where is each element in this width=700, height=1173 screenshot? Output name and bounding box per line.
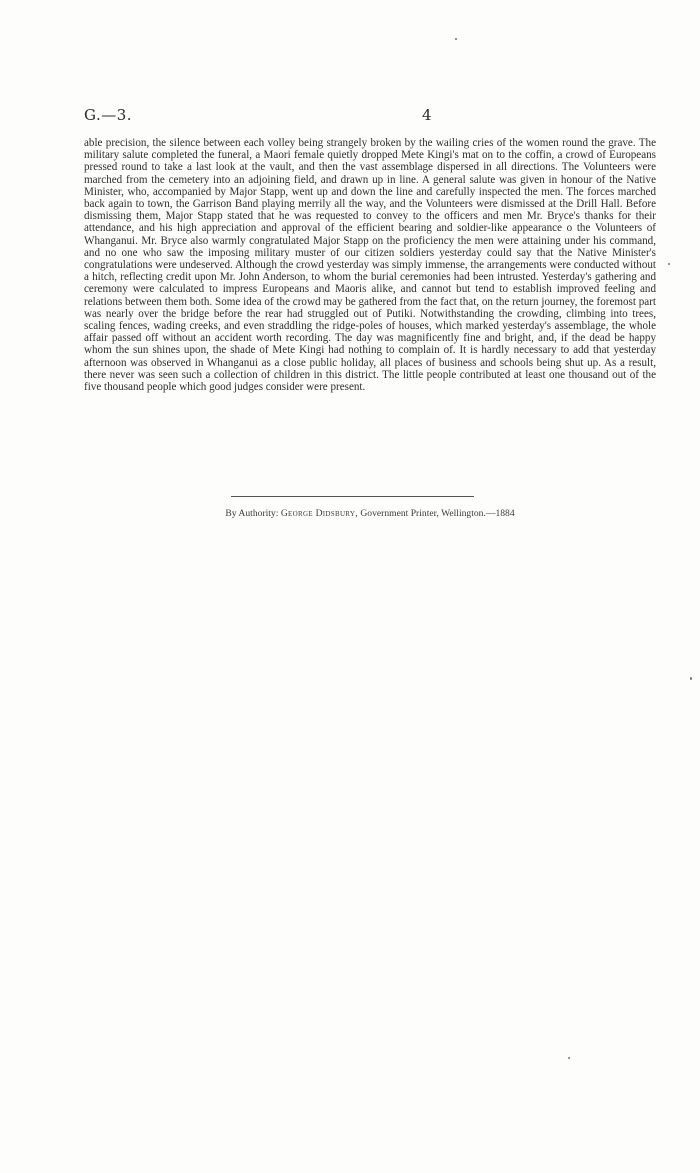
scan-speck (568, 1057, 570, 1059)
document-reference: G.—3. (84, 106, 133, 124)
footer-rule (231, 496, 474, 497)
imprint-prefix: By Authority: (225, 508, 279, 519)
page-number: 4 (422, 106, 432, 124)
body-paragraph: able precision, the silence between each volley being strangely broken by the wailing cries of the women round the grave. The military salute completed the funeral, a Maori female quietly dropped Mete Kingi's mat on to the coffin, a crowd of Europeans pressed round to take a last look at the vault, and then the vast assemblage dispersed in all directions. The Volunteers were marched from the cemetery into an adjoining field, and drawn up in line. A general salute was given in honour of the Native Minister, who, accompanied by Major Stapp, went up and down the line and carefully inspected the men. The forces marched back again to town, the Garrison Band playing merrily all the way, and the Volunteers were dismissed at the Drill Hall. Before dismissing them, Major Stapp stated that he was requested to convey to the officers and men Mr. Bryce's thanks for their attendance, and his high appreciation and approval of the efficient bearing and soldier-like appearance o the Volunteers of Whanganui. Mr. Bryce also warmly congratulated Major Stapp on the proficiency the men were attaining under his command, and no one who saw the imposing military muster of our citizen soldiers yesterday could say that the Native Minister's congratulations were undeserved. Although the crowd yesterday was simply immense, the arrangements were conducted without a hitch, reflecting credit upon Mr. John Anderson, to whom the burial ceremonies had been intrusted. Yesterday's gathering and ceremony were calculated to impress Europeans and Maoris alike, and cannot but tend to establish improved feeling and relations between them both. Some idea of the crowd may be gathered from the fact that, on the return journey, the foremost part was nearly over the bridge before the rear had struggled out of Putiki. Notwithstanding the crowding, climbing into trees, scaling fences, wading creeks, and even straddling the ridge-poles of houses, which marked yesterday's assemblage, the whole affair passed off without an accident worth recording. The day was magnificently fine and bright, and, if the dead be happy whom the sun shines upon, the shade of Mete Kingi had nothing to complain of. It is hardly necessary to add that yesterday afternoon was observed in Whanganui as a close public holiday, all places of business and schools being shut up. As a result, there never was seen such a collection of children in this district. The little people contributed at least one thousand out of the five thousand people which good judges consider were present. (84, 137, 656, 394)
scan-speck (455, 38, 457, 40)
page-header (84, 106, 656, 128)
imprint-suffix: Government Printer, Wellington.—1884 (360, 508, 515, 519)
printer-imprint (84, 508, 656, 519)
imprint-printer-name: George Didsbury, (280, 508, 358, 519)
scan-speck (690, 677, 692, 680)
scan-speck (668, 263, 670, 265)
